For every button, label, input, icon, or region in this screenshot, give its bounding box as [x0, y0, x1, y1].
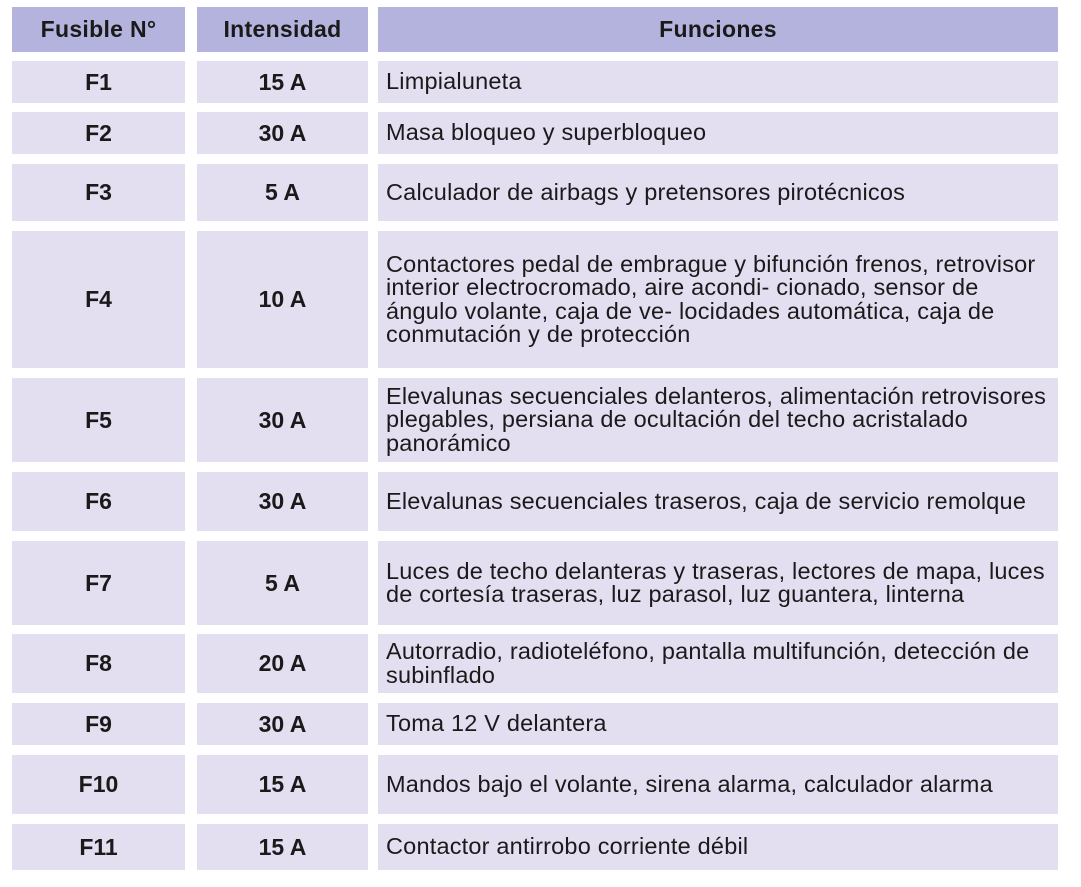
- table-row-fuse: F6: [12, 472, 185, 531]
- header-intensity: Intensidad: [197, 7, 368, 52]
- table-row-intensity: 20 A: [197, 634, 368, 693]
- table-row-intensity: 10 A: [197, 231, 368, 368]
- table-row-function: Mandos bajo el volante, sirena alarma, calculador alarma: [378, 755, 1058, 814]
- header-functions: Funciones: [378, 7, 1058, 52]
- table-row-intensity: 15 A: [197, 824, 368, 870]
- header-fuse-number: Fusible N°: [12, 7, 185, 52]
- table-row-intensity: 30 A: [197, 112, 368, 154]
- table-row-function: Contactor antirrobo corriente débil: [378, 824, 1058, 870]
- table-row-fuse: F2: [12, 112, 185, 154]
- table-row-fuse: F3: [12, 164, 185, 221]
- table-row-fuse: F4: [12, 231, 185, 368]
- table-row-intensity: 5 A: [197, 541, 368, 625]
- table-row-fuse: F11: [12, 824, 185, 870]
- table-row-function: Luces de techo delanteras y traseras, lectores de mapa, luces de cortesía traseras, luz parasol, luz guantera, linterna: [378, 541, 1058, 625]
- table-row-function: Elevalunas secuenciales delanteros, alimentación retrovisores plegables, persiana de ocultación del techo acristalado panorámico: [378, 378, 1058, 462]
- table-row-fuse: F7: [12, 541, 185, 625]
- table-row-fuse: F8: [12, 634, 185, 693]
- table-row-function: Calculador de airbags y pretensores pirotécnicos: [378, 164, 1058, 221]
- table-row-function: Limpialuneta: [378, 61, 1058, 103]
- table-row-intensity: 30 A: [197, 703, 368, 745]
- table-row-fuse: F9: [12, 703, 185, 745]
- table-row-fuse: F1: [12, 61, 185, 103]
- table-row-function: Masa bloqueo y superbloqueo: [378, 112, 1058, 154]
- table-row-intensity: 15 A: [197, 61, 368, 103]
- table-row-function: Autorradio, radioteléfono, pantalla multifunción, detección de subinflado: [378, 634, 1058, 693]
- table-row-intensity: 15 A: [197, 755, 368, 814]
- table-row-function: Toma 12 V delantera: [378, 703, 1058, 745]
- table-row-function: Elevalunas secuenciales traseros, caja de servicio remolque: [378, 472, 1058, 531]
- table-row-intensity: 5 A: [197, 164, 368, 221]
- table-row-intensity: 30 A: [197, 378, 368, 462]
- table-row-fuse: F5: [12, 378, 185, 462]
- table-row-fuse: F10: [12, 755, 185, 814]
- table-row-function: Contactores pedal de embrague y bifunción frenos, retrovisor interior electrocromado, aire acondi- cionado, sensor de ángulo volante, caja de ve- locidades automática, caja de conmutación y de protección: [378, 231, 1058, 368]
- table-row-intensity: 30 A: [197, 472, 368, 531]
